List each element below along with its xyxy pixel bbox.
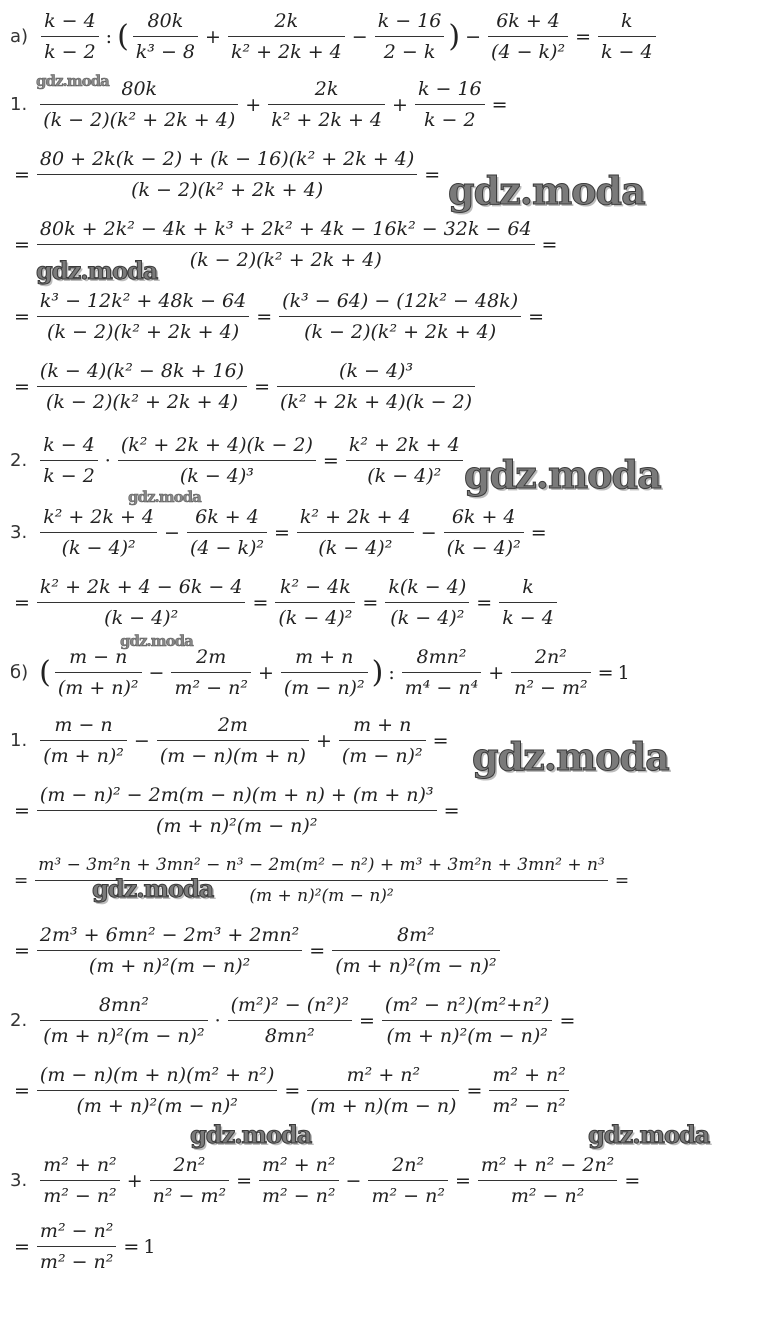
part-b-given: б) ( $\frac{m - n}{\text{(m + n)²}}$ − $\frac{2m}{\text{m² − n²}}$ + $\frac{m + n}{\text{(m − n)²}}$ ) : $\frac{\text{8mn²}}{\text{m⁴ − n⁴}}$ + $\frac{\text{2n²}}{\text{n² − m²}}$ = 1 <box>10 642 764 703</box>
fraction: $\frac{k}{k - 4}$ <box>499 572 557 633</box>
fraction: $\frac{2k}{\text{k² + 2k + 4}}$ <box>228 6 345 67</box>
fraction: $\frac{k - 4}{k - 2}$ <box>40 430 98 491</box>
part-b-step1-line1: 1. $\frac{m - n}{\text{(m + n)²}}$ − $\frac{2m}{(m - n)(m + n)}$ + $\frac{m + n}{\text{(m − n)²}}$ = <box>10 710 764 771</box>
part-a-step2: 2. $\frac{k - 4}{k - 2}$ · $\frac{\text{(k² + 2k + 4)(k − 2)}}{\text{(k − 4)³}}$ = $\frac{\text{k² + 2k + 4}}{\text{(k − 4)²}}$ <box>10 430 764 491</box>
fraction: $\frac{\text{(m² − n²)(m²+n²)}}{\text{(m + n)²(m − n)²}}$ <box>382 990 553 1051</box>
watermark: gdz.moda <box>464 452 661 497</box>
part-a-given: а) $\frac{k - 4}{k - 2}$ : ( $\frac{80k}{\text{k³ − 8}}$ + $\frac{2k}{\text{k² + 2k + 4}}$ − $\frac{k - 16}{2 - k}$ ) − $\frac{6k + 4}{\text{(4 − k)²}}$ = $\frac{k}{k - 4}$ <box>10 6 764 67</box>
fraction: $\frac{\text{8m²}}{\text{(m + n)²(m − n)²}}$ <box>332 920 499 981</box>
part-a-step1-line5: = $\frac{\text{(k − 4)(k² − 8k + 16)}}{\text{(k − 2)(k² + 2k + 4)}}$ = $\frac{\text{(k − 4)³}}{\text{(k² + 2k + 4)(k − 2)}}$ <box>10 356 764 417</box>
fraction: $\frac{\text{(k − 4)(k² − 8k + 16)}}{\text{(k − 2)(k² + 2k + 4)}}$ <box>37 356 247 417</box>
part-b-step1-line2: = $\frac{\text{(m − n)² − 2m(m − n)(m + n) + (m + n)³}}{\text{(m + n)²(m − n)²}}$ = <box>10 780 764 841</box>
watermark: gdz.moda <box>128 488 201 506</box>
fraction: $\frac{\text{k² + 2k + 4 − 6k − 4}}{\text{(k − 4)²}}$ <box>37 572 246 633</box>
fraction: $\frac{80k}{\text{k³ − 8}}$ <box>133 6 198 67</box>
fraction: $\frac{k}{k - 4}$ <box>598 6 656 67</box>
fraction: $\frac{6k + 4}{\text{(k − 4)²}}$ <box>444 502 524 563</box>
step-number: 2. <box>10 1010 28 1031</box>
watermark: gdz.moda <box>120 632 193 650</box>
fraction: $\frac{\text{2n²}}{\text{n² − m²}}$ <box>150 1150 230 1211</box>
fraction: $\frac{m + n}{\text{(m − n)²}}$ <box>339 710 426 771</box>
fraction: $\frac{\text{(m²)² − (n²)²}}{\text{8mn²}}$ <box>228 990 352 1051</box>
part-a-step3-line1: 3. $\frac{\text{k² + 2k + 4}}{\text{(k − 4)²}}$ − $\frac{6k + 4}{\text{(4 − k)²}}$ = $\frac{\text{k² + 2k + 4}}{\text{(k − 4)²}}$ − $\frac{6k + 4}{\text{(k − 4)²}}$ = <box>10 502 764 563</box>
part-b-step1-line4: = $\frac{\text{2m³ + 6mn² − 2m³ + 2mn²}}{\text{(m + n)²(m − n)²}}$ = $\frac{\text{8m²}}{\text{(m + n)²(m − n)²}}$ <box>10 920 764 981</box>
fraction: $\frac{80k}{\text{(k − 2)(k² + 2k + 4)}}$ <box>40 74 238 135</box>
fraction: $\frac{\text{k² + 2k + 4}}{\text{(k − 4)²}}$ <box>346 430 463 491</box>
fraction: $\frac{\text{(k − 4)³}}{\text{(k² + 2k + 4)(k − 2)}}$ <box>277 356 475 417</box>
watermark: gdz.moda <box>588 1120 710 1149</box>
fraction: $\frac{m + n}{\text{(m − n)²}}$ <box>281 642 368 703</box>
fraction: $\frac{2m}{(m - n)(m + n)}$ <box>157 710 309 771</box>
result-value: 1 <box>143 1235 156 1258</box>
fraction: $\frac{k(k - 4)}{\text{(k − 4)²}}$ <box>385 572 469 633</box>
fraction: $\frac{\text{m² − n²}}{\text{m² − n²}}$ <box>37 1216 117 1277</box>
fraction: $\frac{k - 16}{k - 2}$ <box>415 74 485 135</box>
fraction: $\frac{\text{k² + 2k + 4}}{\text{(k − 4)²}}$ <box>40 502 157 563</box>
fraction: $\frac{\text{m² + n² − 2n²}}{\text{m² − n²}}$ <box>478 1150 617 1211</box>
part-b-step2-line2: = $\frac{\text{(m − n)(m + n)(m² + n²)}}{\text{(m + n)²(m − n)²}}$ = $\frac{\text{m² + n²}}{(m + n)(m - n)}$ = $\frac{\text{m² + n²}}{\text{m² − n²}}$ <box>10 1060 764 1121</box>
part-b-step2-line1: 2. $\frac{\text{8mn²}}{\text{(m + n)²(m − n)²}}$ · $\frac{\text{(m²)² − (n²)²}}{\text{8mn²}}$ = $\frac{\text{(m² − n²)(m²+n²)}}{\text{(m + n)²(m − n)²}}$ = <box>10 990 764 1051</box>
watermark: gdz.moda <box>448 168 645 213</box>
fraction: $\frac{2k}{\text{k² + 2k + 4}}$ <box>268 74 385 135</box>
part-a-step1-line3: = $\frac{\text{80k + 2k² − 4k + k³ + 2k² + 4k − 16k² − 32k − 64}}{\text{(k − 2)(k² + 2k + 4)}}$ = <box>10 214 764 275</box>
fraction: $\frac{\text{80 + 2k(k − 2) + (k − 16)(k² + 2k + 4)}}{\text{(k − 2)(k² + 2k + 4)}}$ <box>37 144 417 205</box>
watermark: gdz.moda <box>472 734 669 779</box>
fraction: $\frac{m - n}{\text{(m + n)²}}$ <box>40 710 127 771</box>
watermark: gdz.moda <box>36 256 158 285</box>
part-a-label: а) <box>10 26 29 47</box>
fraction: $\frac{\text{k² + 2k + 4}}{\text{(k − 4)²}}$ <box>297 502 414 563</box>
step-number: 3. <box>10 1170 28 1191</box>
fraction: $\frac{m - n}{\text{(m + n)²}}$ <box>55 642 142 703</box>
part-a-step3-line2: = $\frac{\text{k² + 2k + 4 − 6k − 4}}{\text{(k − 4)²}}$ = $\frac{\text{k² − 4k}}{\text{(k − 4)²}}$ = $\frac{k(k - 4)}{\text{(k − 4)²}}$ = $\frac{k}{k - 4}$ <box>10 572 764 633</box>
part-a-step1-line2: = $\frac{\text{80 + 2k(k − 2) + (k − 16)(k² + 2k + 4)}}{\text{(k − 2)(k² + 2k + 4)}}$ = <box>10 144 764 205</box>
fraction: $\frac{\text{80k + 2k² − 4k + k³ + 2k² + 4k − 16k² − 32k − 64}}{\text{(k − 2)(k² + 2k + 4)}}$ <box>37 214 535 275</box>
fraction: $\frac{\text{k² − 4k}}{\text{(k − 4)²}}$ <box>275 572 355 633</box>
fraction: $\frac{\text{8mn²}}{\text{(m + n)²(m − n)²}}$ <box>40 990 207 1051</box>
fraction: $\frac{\text{2n²}}{\text{n² − m²}}$ <box>511 642 591 703</box>
watermark: gdz.moda <box>36 72 109 90</box>
fraction: $\frac{\text{8mn²}}{\text{m⁴ − n⁴}}$ <box>402 642 482 703</box>
fraction: $\frac{\text{k³ − 12k² + 48k − 64}}{\text{(k − 2)(k² + 2k + 4)}}$ <box>37 286 249 347</box>
part-b-step3-line1: 3. $\frac{\text{m² + n²}}{\text{m² − n²}}$ + $\frac{\text{2n²}}{\text{n² − m²}}$ = $\frac{\text{m² + n²}}{\text{m² − n²}}$ − $\frac{\text{2n²}}{\text{m² − n²}}$ = $\frac{\text{m² + n² − 2n²}}{\text{m² − n²}}$ = <box>10 1150 764 1211</box>
part-b-label: б) <box>10 662 29 683</box>
step-number: 2. <box>10 450 28 471</box>
part-b-step1-line3: = $\frac{\text{m³ − 3m²n + 3mn² − n³ − 2m(m² − n²) + m³ + 3m²n + 3mn² + n³}}{\text{(m + n)²(m − n)²}}$ = <box>10 850 764 911</box>
fraction: $\frac{\text{(m − n)² − 2m(m − n)(m + n) + (m + n)³}}{\text{(m + n)²(m − n)²}}$ <box>37 780 437 841</box>
step-number: 1. <box>10 94 28 115</box>
step-number: 1. <box>10 730 28 751</box>
fraction: $\frac{\text{(k² + 2k + 4)(k − 2)}}{\text{(k − 4)³}}$ <box>118 430 316 491</box>
part-a-step1-line1: 1. $\frac{80k}{\text{(k − 2)(k² + 2k + 4)}}$ + $\frac{2k}{\text{k² + 2k + 4}}$ + $\frac{k - 16}{k - 2}$ = <box>10 74 764 135</box>
fraction: $\frac{\text{2m³ + 6mn² − 2m³ + 2mn²}}{\text{(m + n)²(m − n)²}}$ <box>37 920 302 981</box>
part-b-step3-line2: = $\frac{\text{m² − n²}}{\text{m² − n²}}$ = 1 <box>10 1216 764 1277</box>
fraction: $\frac{\text{2n²}}{\text{m² − n²}}$ <box>368 1150 448 1211</box>
fraction: $\frac{\text{(k³ − 64) − (12k² − 48k)}}{\text{(k − 2)(k² + 2k + 4)}}$ <box>279 286 521 347</box>
fraction: $\frac{k - 4}{k - 2}$ <box>41 6 99 67</box>
fraction: $\frac{2m}{\text{m² − n²}}$ <box>171 642 251 703</box>
fraction: $\frac{\text{m³ − 3m²n + 3mn² − n³ − 2m(m² − n²) + m³ + 3m²n + 3mn² + n³}}{\text{(m + n)²(m − n)²}}$ <box>35 850 608 911</box>
fraction: $\frac{\text{m² + n²}}{\text{m² − n²}}$ <box>489 1060 569 1121</box>
watermark: gdz.moda <box>190 1120 312 1149</box>
watermark: gdz.moda <box>92 874 214 903</box>
step-number: 3. <box>10 522 28 543</box>
fraction: $\frac{6k + 4}{\text{(4 − k)²}}$ <box>488 6 568 67</box>
fraction: $\frac{\text{(m − n)(m + n)(m² + n²)}}{\text{(m + n)²(m − n)²}}$ <box>37 1060 277 1121</box>
fraction: $\frac{\text{m² + n²}}{\text{m² − n²}}$ <box>259 1150 339 1211</box>
result-value: 1 <box>617 661 630 684</box>
fraction: $\frac{6k + 4}{\text{(4 − k)²}}$ <box>187 502 267 563</box>
fraction: $\frac{\text{m² + n²}}{(m + n)(m - n)}$ <box>307 1060 459 1121</box>
fraction: $\frac{\text{m² + n²}}{\text{m² − n²}}$ <box>40 1150 120 1211</box>
part-a-step1-line4: = $\frac{\text{k³ − 12k² + 48k − 64}}{\text{(k − 2)(k² + 2k + 4)}}$ = $\frac{\text{(k³ − 64) − (12k² − 48k)}}{\text{(k − 2)(k² + 2k + 4)}}$ = <box>10 286 764 347</box>
fraction: $\frac{k - 16}{2 - k}$ <box>375 6 445 67</box>
